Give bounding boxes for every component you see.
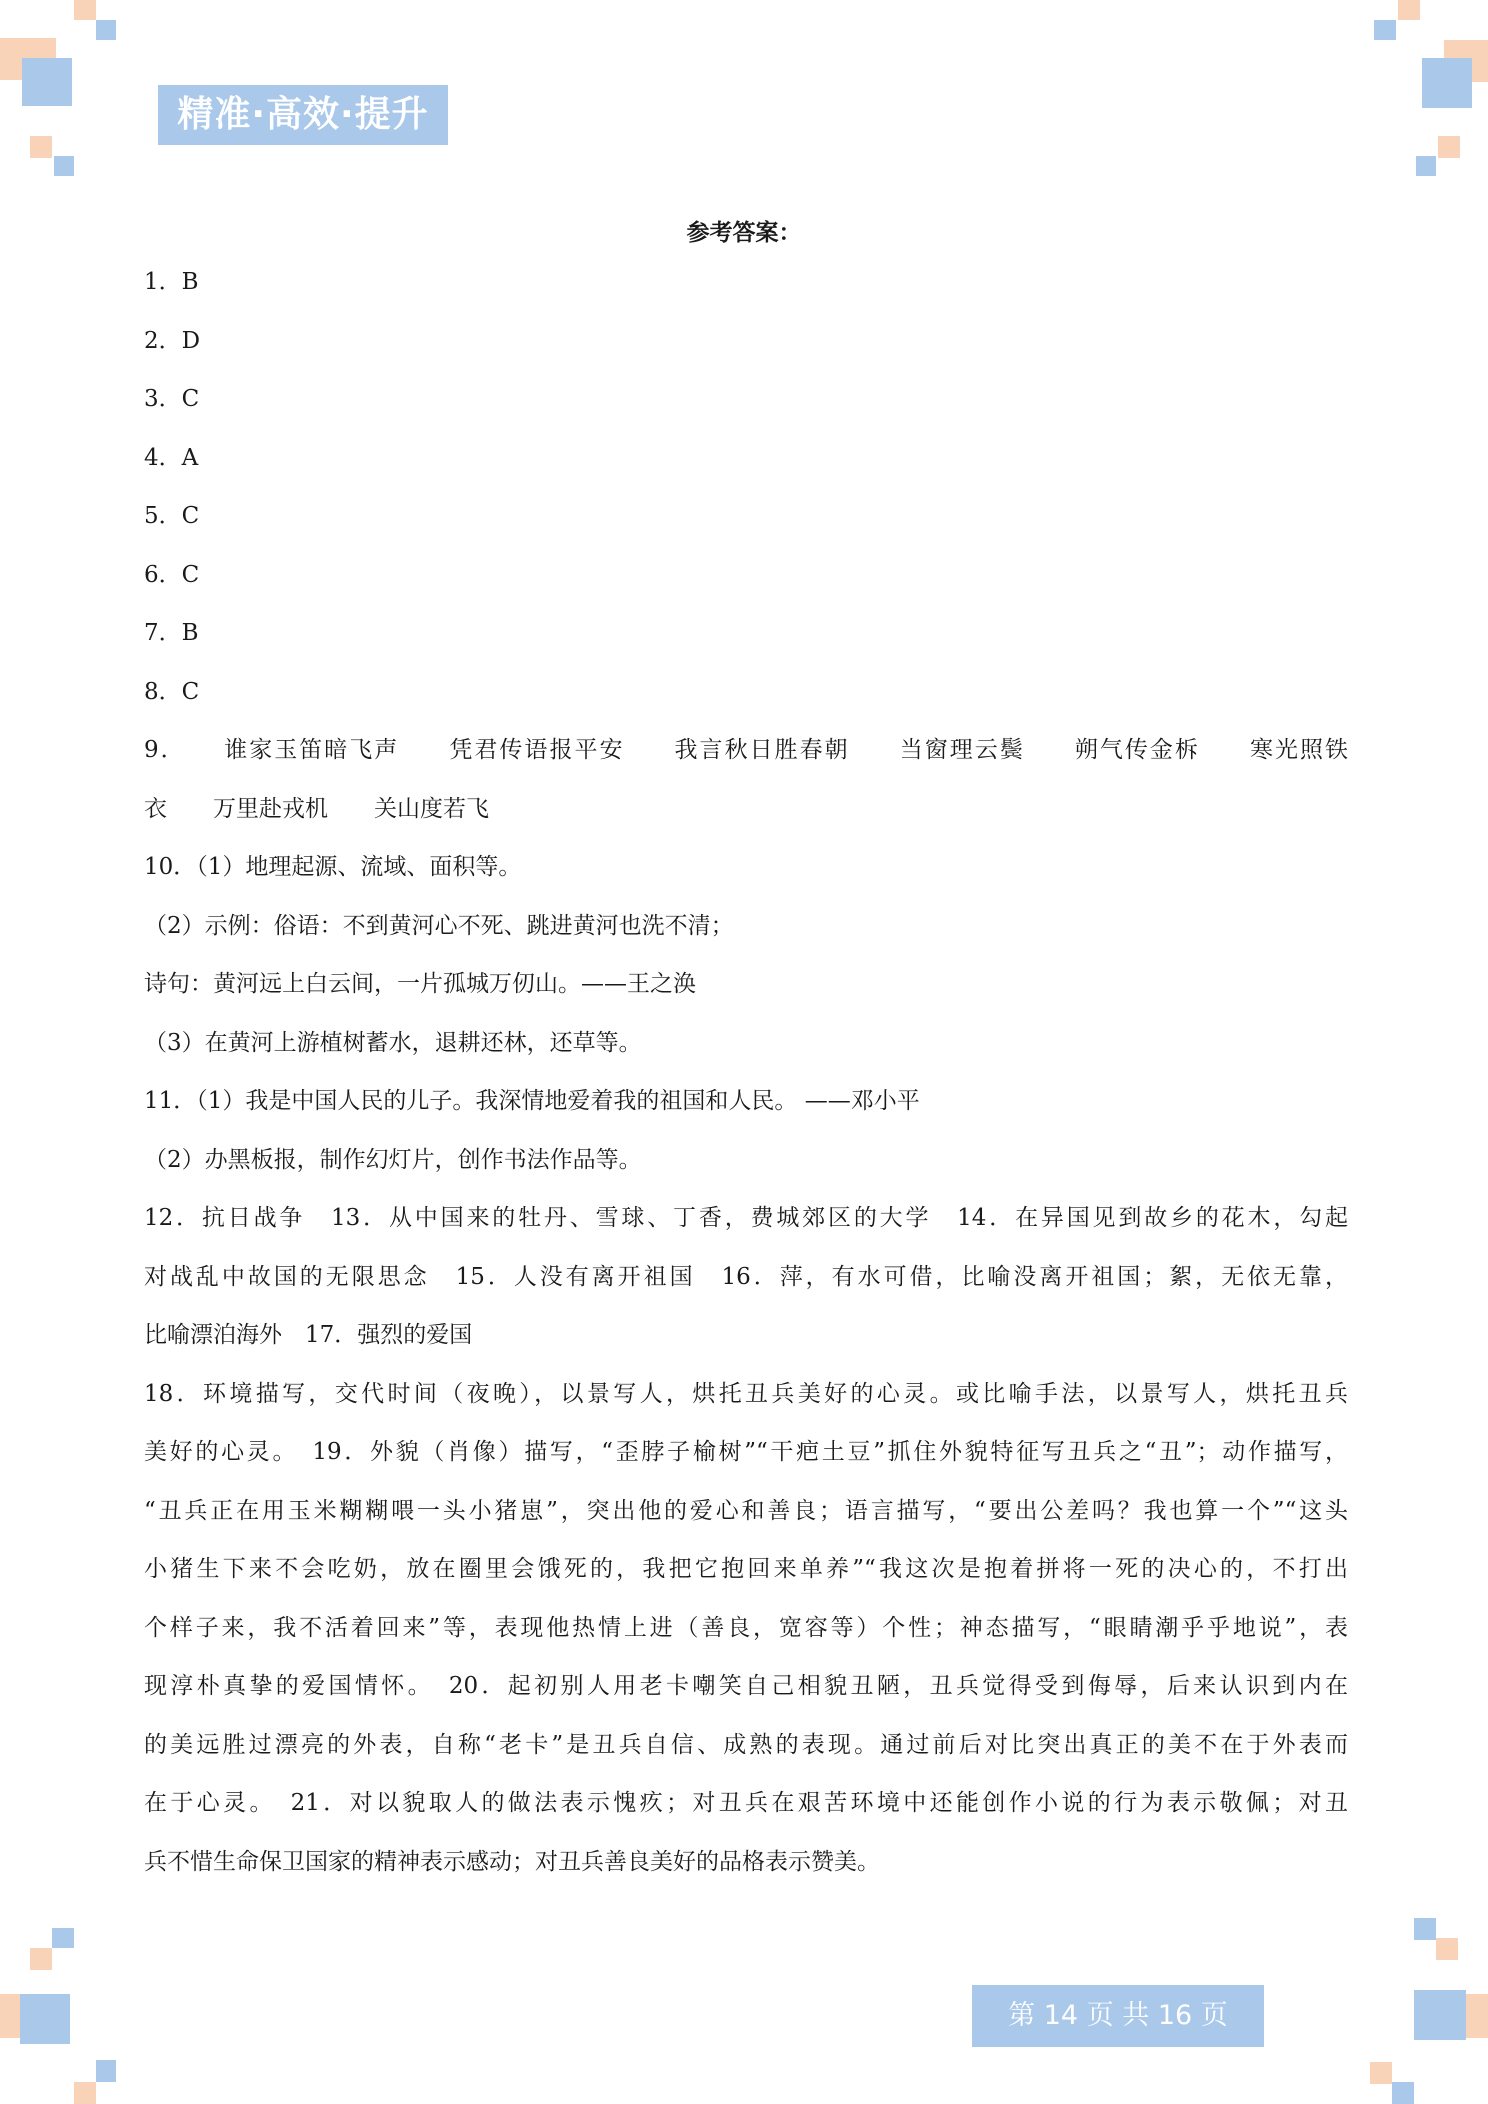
answer-line: 在于心灵。 21．对以貌取人的做法表示愧疚；对丑兵在艰苦环境中还能创作小说的行为表示敬佩；对丑 [144,1790,1348,1816]
answer-line: 10．（1）地理起源、流域、面积等。 [144,854,522,880]
answer-line: （2）办黑板报，制作幻灯片，创作书法作品等。 [144,1146,642,1173]
answer-line: 9． 谁家玉笛暗飞声 凭君传语报平安 我言秋日胜春朝 当窗理云鬓 朔气传金柝 寒光照铁 [144,737,1348,763]
answer-line: 衣 万里赴戎机 关山度若飞 [144,795,489,822]
answer-line: 诗句：黄河远上白云间，一片孤城万仞山。——王之涣 [144,971,696,997]
answer-list [144,263,1348,1901]
page-number-badge: 第 14 页 共 16 页 [972,1985,1264,2047]
answer-line: 1．B [144,269,199,295]
answer-line: 现淳朴真挚的爱国情怀。 20．起初别人用老卡嘲笑自己相貌丑陋，丑兵觉得受到侮辱，后来认识到内在 [144,1673,1348,1699]
answer-line: 个样子来，我不活着回来”等，表现他热情上进（善良，宽容等）个性；神态描写，“眼睛潮乎乎地说”，表 [144,1614,1348,1641]
answer-line: “丑兵正在用玉米糊糊喂一头小猪崽”，突出他的爱心和善良；语言描写，“要出公差吗？我也算一个”“这头 [144,1497,1348,1524]
answer-line: 美好的心灵。 19．外貌（肖像）描写，“歪脖子榆树”“干疤土豆”抓住外貌特征写丑兵之“丑”；动作描写， [144,1439,1348,1465]
brand-banner: 精准·高效·提升 [158,85,448,145]
answer-line: 4．A [144,444,199,471]
answer-line: 2．D [144,327,201,354]
answer-line: 8．C [144,678,200,705]
answer-line: 12．抗日战争 13．从中国来的牡丹、雪球、丁香，费城郊区的大学 14．在异国见到故乡的花木，勾起 [144,1205,1348,1231]
answer-line: （2）示例：俗语：不到黄河心不死、跳进黄河也洗不清； [144,912,734,939]
answer-line: （3）在黄河上游植树蓄水，退耕还林，还草等。 [144,1029,642,1056]
answer-line: 6．C [144,561,200,588]
answer-line: 兵不惜生命保卫国家的精神表示感动；对丑兵善良美好的品格表示赞美。 [144,1848,880,1875]
answer-line: 对战乱中故国的无限思念 15．人没有离开祖国 16．萍，有水可借，比喻没离开祖国；絮，无依无靠， [144,1263,1348,1290]
answer-line: 18．环境描写，交代时间（夜晚），以景写人，烘托丑兵美好的心灵。或比喻手法，以景写人，烘托丑兵 [144,1380,1348,1407]
answer-line: 的美远胜过漂亮的外表，自称“老卡”是丑兵自信、成熟的表现。通过前后对比突出真正的美不在于外表而 [144,1731,1348,1758]
answer-line: 7．B [144,620,199,646]
page-heading: 参考答案： [686,219,802,246]
answer-line: 5．C [144,503,200,529]
answer-line: 小猪生下来不会吃奶，放在圈里会饿死的，我把它抱回来单养”“我这次是抱着拼将一死的决心的，不打出 [144,1556,1348,1582]
answer-line: 11．（1）我是中国人民的儿子。我深情地爱着我的祖国和人民。 ——邓小平 [144,1088,920,1114]
answer-line: 比喻漂泊海外 17．强烈的爱国 [144,1322,473,1348]
answer-line: 3．C [144,386,200,412]
